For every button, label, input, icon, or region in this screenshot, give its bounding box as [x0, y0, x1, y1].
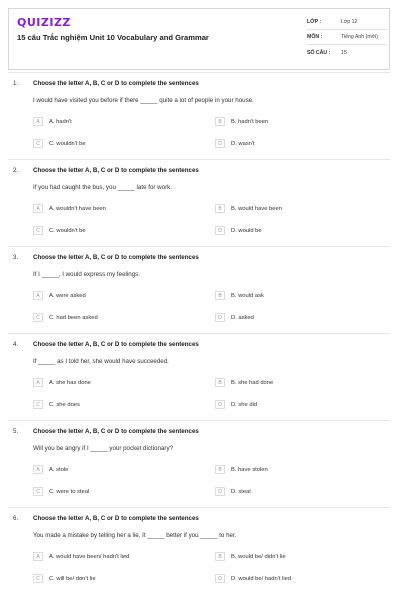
meta-row-subject [307, 30, 387, 45]
option-text: B. would have been [231, 205, 282, 212]
question-item [0, 246, 400, 333]
question-instruction: Choose the letter A, B, C or D to complete the sentences [33, 254, 199, 261]
option-text: A. wouldn't have been [49, 205, 106, 212]
option-c[interactable] [33, 226, 86, 235]
option-b[interactable] [215, 552, 286, 561]
option-b[interactable] [215, 378, 273, 387]
question-number: 5. [13, 428, 19, 435]
option-d[interactable] [215, 313, 254, 322]
question-sentence: If _____ as I told her, she would have succeeded. [33, 358, 169, 365]
option-key: B [215, 117, 225, 126]
option-d[interactable] [215, 226, 262, 235]
option-key: A [33, 552, 43, 561]
question-item [0, 420, 400, 507]
option-a[interactable] [33, 291, 86, 300]
option-key: C [33, 487, 43, 496]
option-text: D. would be [231, 227, 262, 234]
meta-value: Lớp 12 [341, 19, 358, 25]
question-number: 1. [13, 80, 19, 87]
option-d[interactable] [215, 574, 291, 583]
meta-info [307, 15, 387, 60]
question-sentence: I would have visited you before if there _____ quite a lot of people in your house. [33, 97, 254, 104]
option-text: B. would ask [231, 292, 264, 299]
question-number: 6. [13, 515, 19, 522]
option-text: C. wouldn't be [49, 227, 86, 234]
question-instruction: Choose the letter A, B, C or D to complete the sentences [33, 515, 199, 522]
option-a[interactable] [33, 204, 106, 213]
option-key: D [215, 139, 225, 148]
question-item [0, 333, 400, 420]
option-key: C [33, 313, 43, 322]
option-b[interactable] [215, 465, 268, 474]
meta-row-class [307, 15, 387, 30]
option-key: D [215, 574, 225, 583]
option-d[interactable] [215, 400, 257, 409]
option-text: A. were asked [49, 292, 86, 299]
question-sentence: Will you be angry if I _____ your pocket dictionary? [33, 445, 173, 452]
option-text: D. would be/ hadn't lied [231, 575, 292, 582]
option-key: B [215, 204, 225, 213]
option-text: C. were to steal [49, 488, 90, 495]
question-instruction: Choose the letter A, B, C or D to complete the sentences [33, 428, 199, 435]
option-text: A. would have been/ hadn't lied [49, 553, 130, 560]
option-text: C. she does [49, 401, 80, 408]
option-text: D. asked [231, 314, 254, 321]
option-text: B. have stolen [231, 466, 268, 473]
option-text: D. wasn't [231, 140, 255, 147]
option-b[interactable] [215, 291, 264, 300]
option-key: A [33, 204, 43, 213]
meta-label: MÔN : [307, 34, 323, 40]
option-key: C [33, 139, 43, 148]
meta-value: 15 [341, 49, 347, 56]
meta-label: LỚP : [307, 19, 322, 25]
option-key: C [33, 400, 43, 409]
option-text: A. she has done [49, 379, 91, 386]
option-key: A [33, 465, 43, 474]
option-text: B. would be/ didn't lie [231, 553, 286, 560]
question-item [0, 507, 400, 594]
option-d[interactable] [215, 139, 255, 148]
option-key: D [215, 226, 225, 235]
option-b[interactable] [215, 117, 268, 126]
question-number: 2. [13, 167, 19, 174]
question-list [0, 72, 400, 594]
option-c[interactable] [33, 313, 98, 322]
option-key: B [215, 378, 225, 387]
question-item [0, 159, 400, 246]
question-sentence: You made a mistake by telling her a lie. It _____ better if you _____ to her. [33, 532, 237, 539]
question-number: 4. [13, 341, 19, 348]
meta-value: Tiếng Anh (mới) [341, 34, 378, 40]
option-c[interactable] [33, 487, 89, 496]
question-instruction: Choose the letter A, B, C or D to complete the sentences [33, 341, 199, 348]
quizizz-logo: QUIZIZZ [17, 16, 71, 29]
option-a[interactable] [33, 552, 129, 561]
option-key: C [33, 226, 43, 235]
document-header [8, 8, 390, 70]
option-key: B [215, 465, 225, 474]
option-text: C. had been asked [49, 314, 98, 321]
option-text: D. steal [231, 488, 251, 495]
question-instruction: Choose the letter A, B, C or D to complete the sentences [33, 80, 199, 87]
option-d[interactable] [215, 487, 251, 496]
option-b[interactable] [215, 204, 282, 213]
question-number: 3. [13, 254, 19, 261]
option-key: D [215, 313, 225, 322]
option-c[interactable] [33, 400, 80, 409]
option-key: A [33, 117, 43, 126]
option-text: A. hadn't [49, 118, 72, 125]
option-key: D [215, 400, 225, 409]
option-a[interactable] [33, 465, 68, 474]
question-instruction: Choose the letter A, B, C or D to complete the sentences [33, 167, 199, 174]
meta-label: SỐ CÂU : [307, 49, 331, 56]
option-key: B [215, 291, 225, 300]
option-c[interactable] [33, 574, 96, 583]
option-key: B [215, 552, 225, 561]
option-c[interactable] [33, 139, 86, 148]
option-a[interactable] [33, 117, 72, 126]
question-item [0, 72, 400, 159]
option-text: D. she did [231, 401, 258, 408]
option-key: C [33, 574, 43, 583]
option-key: A [33, 378, 43, 387]
meta-row-count [307, 45, 387, 60]
option-text: B. hadn't been [231, 118, 269, 125]
option-text: A. stole [49, 466, 69, 473]
option-text: C. will be/ don't lie [49, 575, 96, 582]
option-key: A [33, 291, 43, 300]
question-sentence: If I _____, I would express my feelings. [33, 271, 140, 278]
option-a[interactable] [33, 378, 91, 387]
document-title: 15 câu Trắc nghiệm Unit 10 Vocabulary and Grammar [17, 33, 209, 42]
option-text: B. she had done [231, 379, 274, 386]
option-text: C. wouldn't be [49, 140, 86, 147]
option-key: D [215, 487, 225, 496]
question-sentence: If you had caught the bus, you _____ late for work. [33, 184, 172, 191]
